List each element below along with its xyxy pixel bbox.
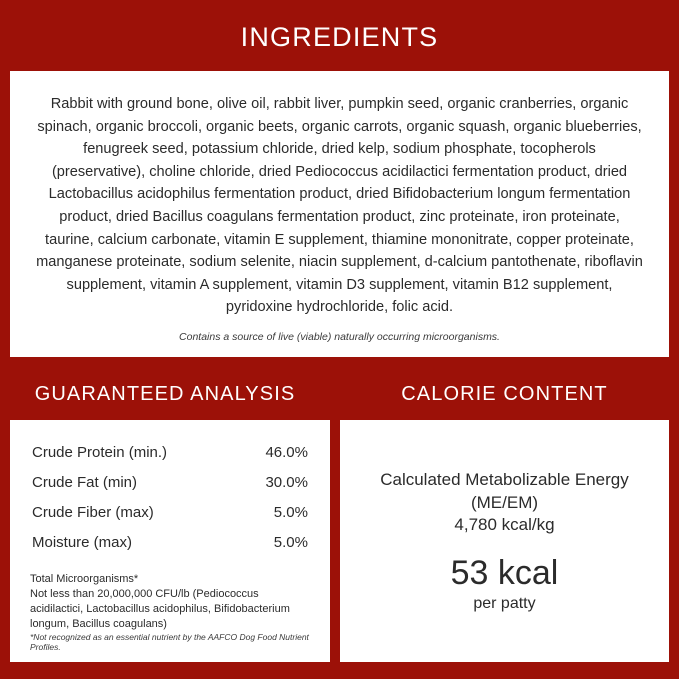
- ingredients-note: Contains a source of live (viable) naturally occurring microorganisms.: [179, 331, 500, 344]
- bottom-columns: [0, 420, 679, 662]
- ga-label: Crude Fat (min): [32, 474, 138, 492]
- section-titles: [0, 383, 679, 406]
- microorganisms-block: [30, 572, 310, 631]
- ingredients-title: INGREDIENTS: [240, 22, 439, 52]
- table-row: [30, 528, 310, 558]
- calorie-content-panel: [340, 420, 669, 662]
- me-value: 4,780 kcal/kg: [454, 514, 555, 534]
- guaranteed-analysis-footnote: *Not recognized as an essential nutrient by the AAFCO Dog Food Nutrient Profiles.: [30, 632, 309, 653]
- table-row: [30, 438, 310, 468]
- calorie-content-title: CALORIE CONTENT: [401, 383, 608, 406]
- ingredients-body: Rabbit with ground bone, olive oil, rabbit liver, pumpkin seed, organic cranberries, organic spinach, organic broccoli, organic beets, organic carrots, organic squash, organic blueberries, fenugreek seed, potassium chloride, dried kelp, sodium phosphate, tocopherols (preservative), choline chloride, dried Pediococcus acidilactici fermentation product, dried Lactobacillus acidophilus fermentation product, dried Bifidobacterium longum fermentation product, dried Bacillus coagulans fermentation product, zinc proteinate, iron proteinate, taurine, calcium carbonate, vitamin E supplement, thiamine mononitrate, copper proteinate, manganese proteinate, sodium selenite, niacin supplement, d-calcium pantothenate, riboflavin supplement, vitamin A supplement, vitamin D3 supplement, vitamin B12 supplement, pyridoxine hydrochloride, folic acid.: [36, 96, 643, 316]
- ga-value: 5.0%: [273, 504, 308, 522]
- guaranteed-analysis-title: GUARANTEED ANALYSIS: [34, 383, 296, 406]
- microorganisms-body: Not less than 20,000,000 CFU/lb (Pediococcus acidilactici, Lactobacillus acidophilus, Bifidobacterium longum, Bacillus coagulans): [30, 587, 290, 630]
- ga-label: Moisture (max): [32, 534, 133, 552]
- table-row: [30, 468, 310, 498]
- me-label: Calculated Metabolizable Energy (ME/EM): [380, 470, 629, 512]
- microorganisms-heading: Total Microorganisms*: [30, 573, 139, 586]
- ga-label: Crude Protein (min.): [32, 444, 168, 462]
- ingredients-panel: [10, 71, 669, 357]
- table-row: [30, 498, 310, 528]
- ga-value: 5.0%: [273, 534, 308, 552]
- ga-label: Crude Fiber (max): [32, 504, 154, 522]
- ga-value: 30.0%: [265, 474, 308, 492]
- ga-value: 46.0%: [265, 444, 308, 462]
- per-patty-value: 53 kcal: [450, 553, 559, 592]
- guaranteed-analysis-panel: [10, 420, 330, 662]
- per-patty-label: per patty: [473, 594, 536, 612]
